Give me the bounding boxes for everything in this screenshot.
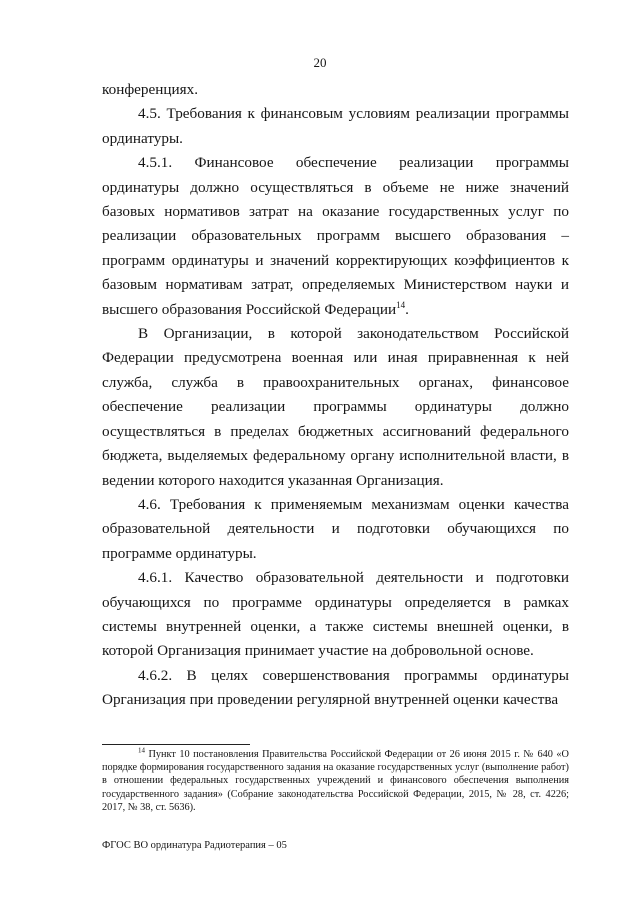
footnote-text: Пункт 10 постановления Правительства Российской Федерации от 26 июня 2015 г. № 640 «О порядке формирования государственного задания на оказание государственных услуг (выполнение работ) в отношении федеральных государственных учреждений и финансового обеспечения выполнения государственного задания» (Собрание законодательства Российской Федерации, 2015, № 28, ст. 4226; 2017, № 38, ст. 5636). [102, 749, 569, 813]
paragraph [102, 322, 569, 493]
paragraph-text: 4.6.2. В целях совершенствования программы ординатуры Организация при проведении регулярной внутренней оценки качества [102, 666, 569, 709]
paragraph-text: 4.5.1. Финансовое обеспечение реализации программы ординатуры должно осуществляться в объеме не ниже значений базовых нормативов затрат на оказание государственных услуг по реализации образовательных программ высшего образования – программ ординатуры и значений корректирующих коэффициентов к базовым нормативам затрат, определяемых Министерством науки и высшего образования Российской Федерации [102, 154, 569, 318]
paragraph [102, 102, 569, 151]
paragraph: 4.5.1. Финансовое обеспечение реализации программы ординатуры должно осуществляться в объеме не ниже значений базовых нормативов затрат на оказание государственных услуг по реализации образовательных программ высшего образования – программ ординатуры и значений корректирующих коэффициентов к базовым нормативам затрат, определяемых Министерством науки и высшего образования Российской Федерации$^{14}$. [102, 154, 569, 318]
paragraph-text: 4.6.1. Качество образовательной деятельности и подготовки обучающихся по программе ординатуры определяется в рамках системы внутренней оценки, а также системы внешней оценки, в которой Организация принимает участие на добровольной основе. [102, 569, 569, 660]
paragraph [102, 493, 569, 566]
page-number: 20 [313, 55, 327, 70]
body-text [102, 78, 569, 713]
paragraph-text: 4.5. Требования к финансовым условиям реализации программы ординатуры. [102, 105, 569, 147]
paragraph-text: конференциях. [102, 81, 199, 98]
paragraph-text: 4.6. Требования к применяемым механизмам оценки качества образовательной деятельности и подготовки обучающихся по программе ординатуры. [102, 495, 569, 562]
footnote [102, 748, 569, 814]
footnote-reference[interactable]: 14 [396, 299, 406, 310]
paragraph [102, 566, 569, 664]
page-footer: ФГОС ВО ординатура Радиотерапия – 05 [102, 840, 287, 851]
paragraph [102, 78, 569, 102]
paragraph [102, 664, 569, 713]
footnote-divider [102, 744, 250, 745]
footnote-mark: 14 [138, 746, 145, 755]
paragraph-text: В Организации, в которой законодательством Российской Федерации предусмотрена военная или иная приравненная к ней служба, служба в правоохранительных органах, финансовое обеспечение реализации программы ординатуры должно осуществляться в пределах бюджетных ассигнований федерального бюджета, выделяемых федеральному органу исполнительной власти, в ведении которого находится указанная Организация. [102, 325, 569, 489]
